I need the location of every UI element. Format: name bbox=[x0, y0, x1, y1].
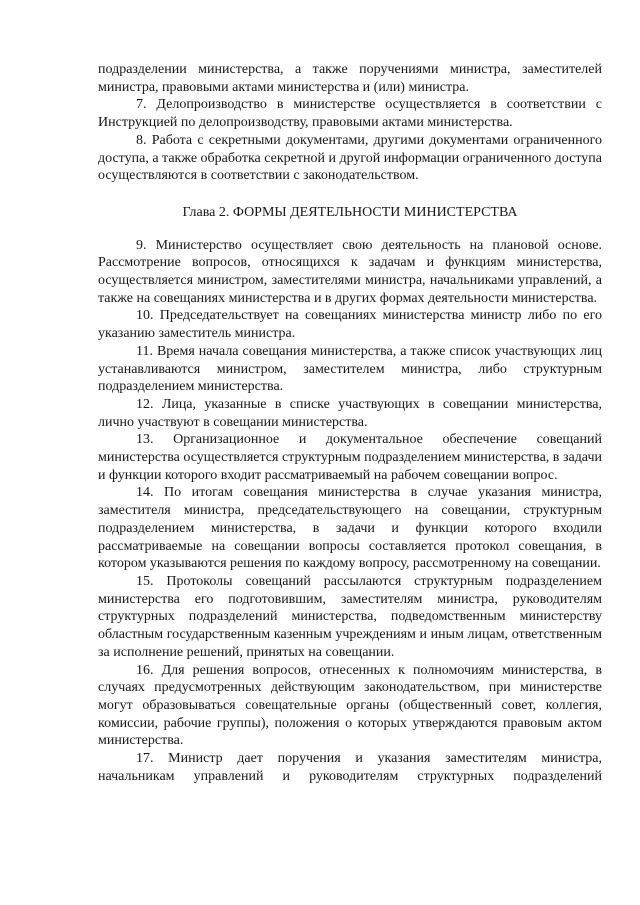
paragraph-7: 7. Делопроизводство в министерстве осуществляется в соответствии с Инструкцией по делопроизводству, правовыми актами министерства. bbox=[98, 97, 602, 131]
paragraph-11: 11. Время начала совещания министерства, а также список участвующих лиц устанавливаются министром, заместителем министра, либо структурным подразделением министерства. bbox=[98, 343, 602, 395]
paragraph-16: 16. Для решения вопросов, отнесенных к полномочиям министерства, в случаях предусмотренных действующим законодательством, при министерстве могут образовываться совещательные органы (общественный совет, коллегия, комиссии, рабочие группы), положения о которых утверждаются правовым актом министерства. bbox=[98, 662, 602, 749]
paragraph-12: 12. Лица, указанные в списке участвующих в совещании министерства, лично участвуют в совещании министерства. bbox=[98, 396, 602, 430]
paragraph-10: 10. Председательствует на совещаниях министерства министр либо по его указанию заместитель министра. bbox=[98, 308, 602, 342]
paragraph-17: 17. Министр дает поручения и указания заместителям министра, начальникам управлений и руководителям структурных подразделений bbox=[98, 751, 602, 784]
paragraph-13: 13. Организационное и документальное обеспечение совещаний министерства осуществляется структурным подразделением министерства, в задачи и функции которого входит рассматриваемый на рабочем совещании вопрос. bbox=[98, 432, 602, 483]
chapter-heading: Глава 2. ФОРМЫ ДЕЯТЕЛЬНОСТИ МИНИСТЕРСТВА bbox=[182, 204, 518, 220]
paragraph-9: 9. Министерство осуществляет свою деятельность на плановой основе. Рассмотрение вопросов, относящихся к задачам и функциям министерства, осуществляется министром, заместителями министра, начальниками управлений, а также на совещаниях министерства и в других формах деятельности министерства. bbox=[98, 237, 602, 306]
paragraph-15: 15. Протоколы совещаний рассылаются структурным подразделением министерства его подготовившим, заместителям министра, руководителям структурных подразделений министерства, подведомственным министерству областным государственным казенным учреждениям и иным лицам, ответственным за исполнение решений, принятых на совещании. bbox=[98, 573, 602, 660]
continuation-paragraph: подразделении министерства, а также поручениями министра, заместителей министра, правовыми актами министерства и (или) министра. bbox=[98, 62, 602, 95]
paragraph-8: 8. Работа с секретными документами, другими документами ограниченного доступа, а также обработка секретной и другой информации ограниченного доступа осуществляются в соответствии с законодательством. bbox=[98, 132, 602, 184]
paragraph-14: 14. По итогам совещания министерства в случае указания министра, заместителя министра, председательствующего на совещании, структурным подразделением министерства, в задачи и функции которого входили рассматриваемые на совещании вопросы составляется протокол совещания, в котором указываются решения по каждому вопросу, рассмотренному на совещании. bbox=[98, 485, 602, 572]
body-text bbox=[98, 61, 602, 785]
